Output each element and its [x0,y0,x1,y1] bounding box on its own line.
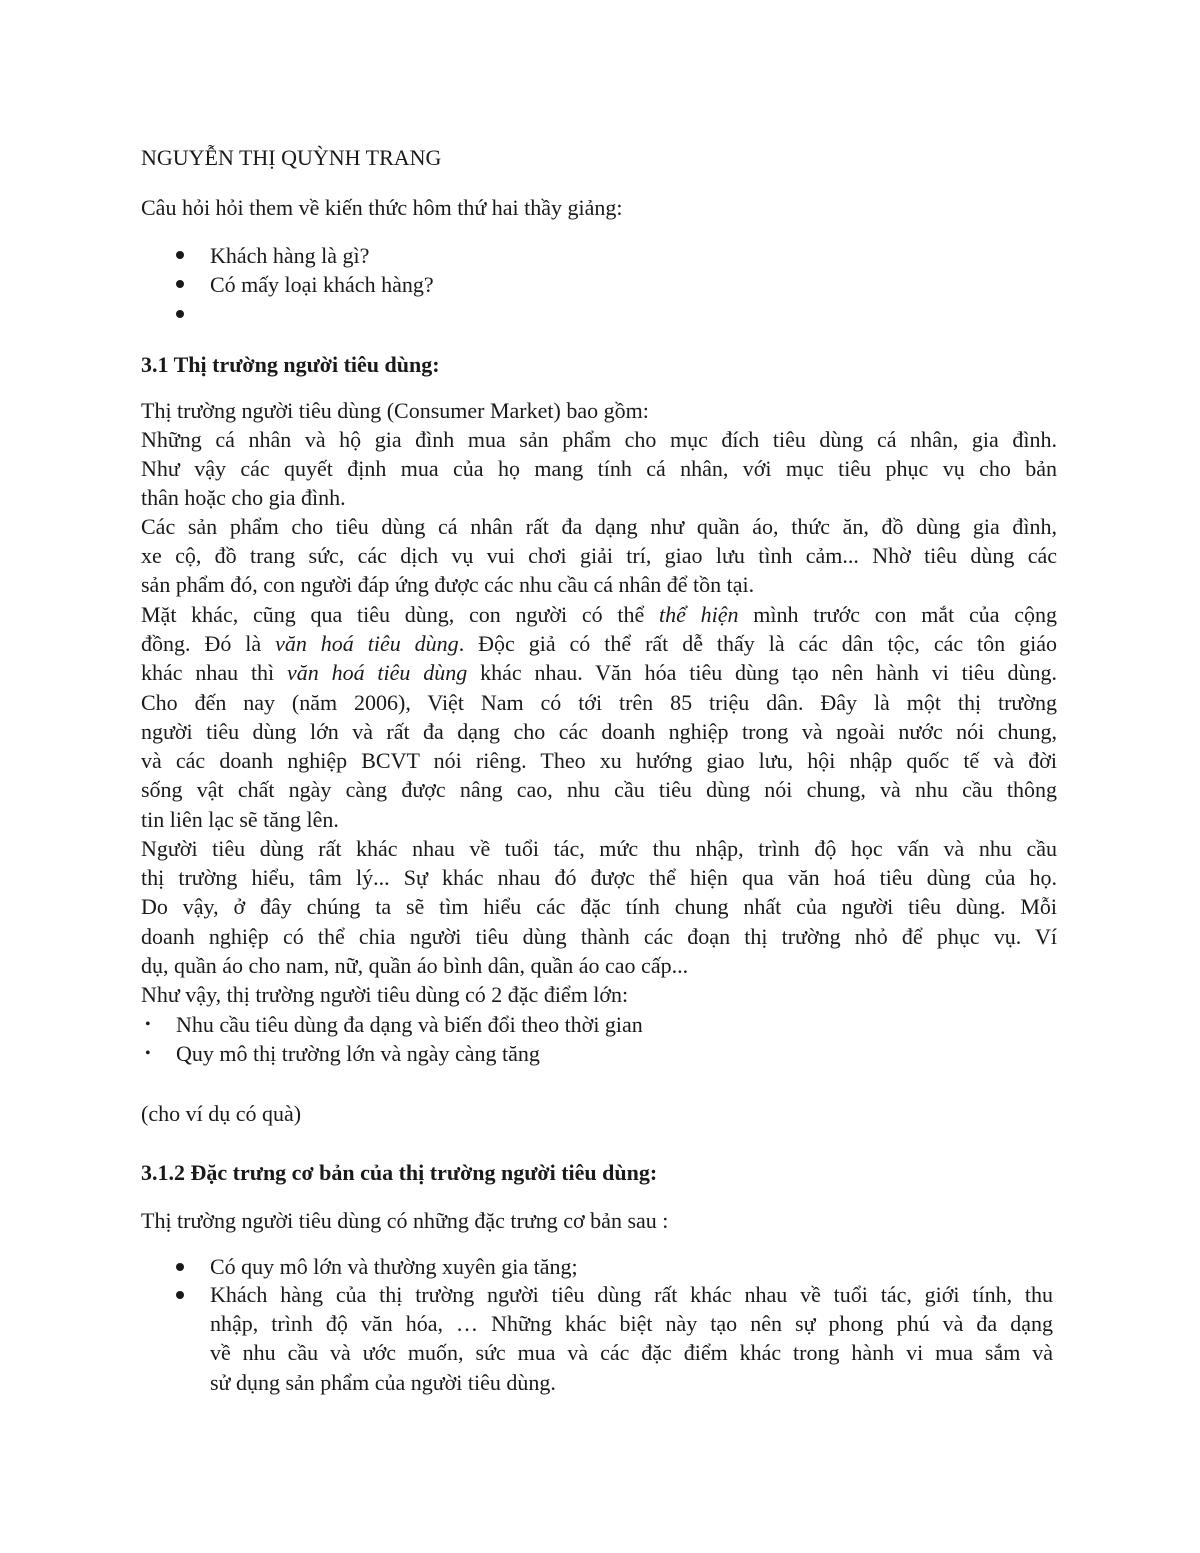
feature-item: Có quy mô lớn và thường xuyên gia tăng; [210,1254,578,1279]
paragraph-line: người tiêu dùng lớn và rất đa dạng cho các doanh nghiệp trong và ngoài nước nói chung, [141,719,1057,744]
paragraph-line: Những cá nhân và hộ gia đình mua sản phẩm cho mục đích tiêu dùng cá nhân, gia đình. [141,427,1057,452]
paragraph-line: Do vậy, ở đây chúng ta sẽ tìm hiểu các đặc tính chung nhất của người tiêu dùng. Mỗi [141,894,1057,919]
paragraph-line: sử dụng sản phẩm của người tiêu dùng. [210,1370,556,1395]
small-bullet: • [145,1045,151,1062]
feature-item: Quy mô thị trường lớn và ngày càng tăng [176,1041,540,1066]
author-name: NGUYỄN THỊ QUỲNH TRANG [141,145,442,170]
paragraph-line: dụ, quần áo cho nam, nữ, quần áo bình dân, quần áo cao cấp... [141,953,689,978]
italic-term: thể hiện [659,602,739,627]
section-heading: 3.1.2 Đặc trưng cơ bản của thị trường người tiêu dùng: [141,1160,658,1185]
paragraph-line: Như vậy, thị trường người tiêu dùng có 2 đặc điểm lớn: [141,982,629,1007]
paragraph-line: Các sản phẩm cho tiêu dùng cá nhân rất đa dạng như quần áo, thức ăn, đồ dùng gia đình, [141,514,1057,539]
paragraph-line: Thị trường người tiêu dùng có những đặc trưng cơ bản sau : [141,1208,669,1233]
paragraph-line: doanh nghiệp có thể chia người tiêu dùng thành các đoạn thị trường nhỏ để phục vụ. Ví [141,924,1057,949]
paragraph-line: Khách hàng của thị trường người tiêu dùng rất khác nhau về tuổi tác, giới tính, thu [210,1282,1053,1307]
paragraph-line: nhập, trình độ văn hóa, … Những khác biệt này tạo nên sự phong phú và đa dạng [210,1311,1053,1336]
question-intro: Câu hỏi hỏi them về kiến thức hôm thứ hai thầy giảng: [141,195,623,220]
note-text: (cho ví dụ có quà) [141,1101,302,1126]
paragraph-line: Như vậy các quyết định mua của họ mang tính cá nhân, với mục tiêu phục vụ cho bản [141,456,1057,481]
bullet-dot [176,251,184,259]
bullet-dot [176,1291,184,1299]
paragraph-line: và các doanh nghiệp BCVT nói riêng. Theo xu hướng giao lưu, hội nhập quốc tế và đời [141,748,1057,773]
paragraph-line: Thị trường người tiêu dùng (Consumer Market) bao gồm: [141,398,649,423]
paragraph-line: Người tiêu dùng rất khác nhau về tuổi tác, mức thu nhập, trình độ học vấn và nhu cầu [141,836,1057,861]
paragraph-line: Mặt khác, cũng qua tiêu dùng, con người có thể thể hiện mình trước con mắt của cộng [141,602,1057,627]
paragraph-line: về nhu cầu và ước muốn, sức mua và các đặc điểm khác trong hành vi mua sắm và [210,1340,1053,1365]
paragraph-line: khác nhau thì văn hoá tiêu dùng khác nhau. Văn hóa tiêu dùng tạo nên hành vi tiêu dùng. [141,660,1058,685]
question-item: Khách hàng là gì? [210,243,370,268]
paragraph-line: sống vật chất ngày càng được nâng cao, nhu cầu tiêu dùng nói chung, và nhu cầu thông [141,777,1057,802]
italic-term: văn hoá tiêu dùng [275,631,459,656]
bullet-dot [176,1263,184,1271]
section-heading: 3.1 Thị trường người tiêu dùng: [141,352,440,377]
paragraph-line: xe cộ, đồ trang sức, các dịch vụ vui chơi giải trí, giao lưu tình cảm... Nhờ tiêu dùng các [141,543,1057,568]
paragraph-line: tin liên lạc sẽ tăng lên. [141,807,339,832]
paragraph-line: đồng. Đó là văn hoá tiêu dùng. Độc giả có thể rất dễ thấy là các dân tộc, các tôn giáo [141,631,1057,656]
paragraph-line: thị trường hiểu, tâm lý... Sự khác nhau đó được thể hiện qua văn hoá tiêu dùng của họ. [141,865,1057,890]
bullet-dot [176,310,184,318]
paragraph-line: thân hoặc cho gia đình. [141,485,346,510]
small-bullet: • [145,1016,151,1033]
italic-term: văn hoá tiêu dùng [287,660,468,685]
paragraph-line: sản phẩm đó, con người đáp ứng được các nhu cầu cá nhân để tồn tại. [141,572,755,597]
question-item: Có mấy loại khách hàng? [210,272,434,297]
feature-item: Nhu cầu tiêu dùng đa dạng và biến đổi theo thời gian [176,1012,643,1037]
bullet-dot [176,280,184,288]
paragraph-line: Cho đến nay (năm 2006), Việt Nam có tới trên 85 triệu dân. Đây là một thị trường [141,690,1057,715]
